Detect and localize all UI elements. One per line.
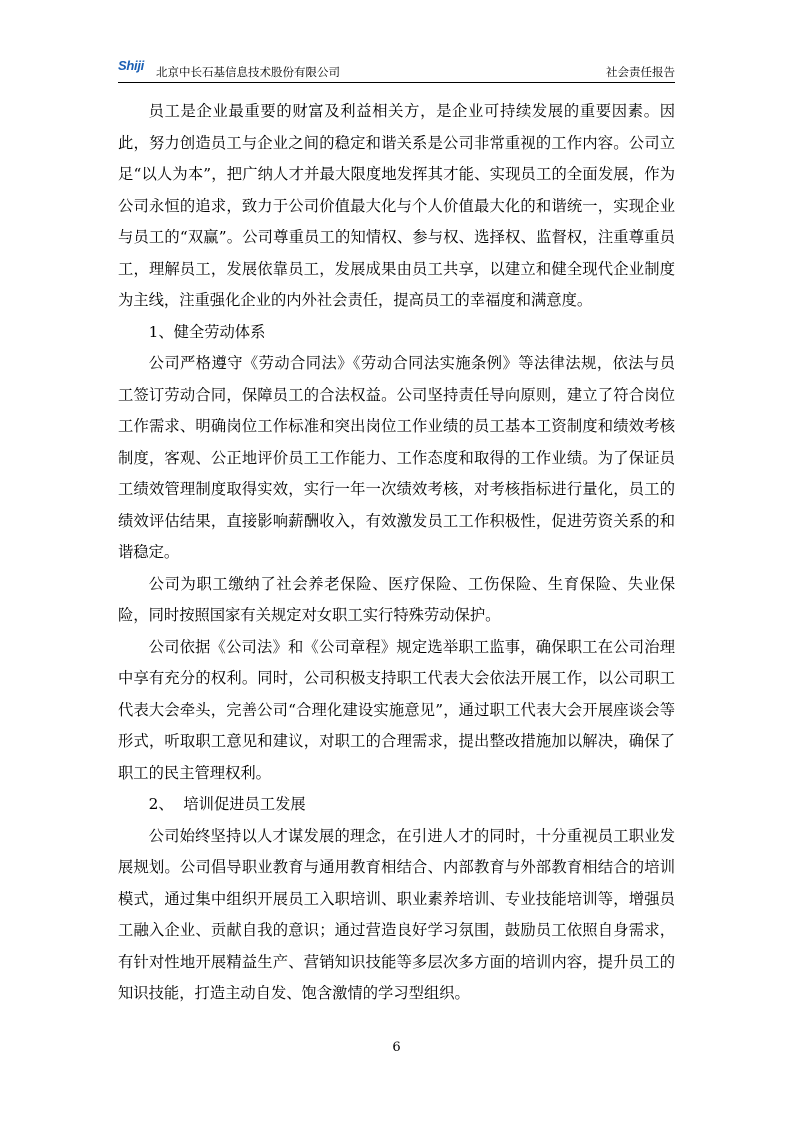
- section-2-paragraph-1: 公司始终坚持以人才谋发展的理念，在引进人才的同时，十分重视员工职业发展规划。公司倡导职业教育与通用教育相结合、内部教育与外部教育相结合的培训模式，通过集中组织开展员工入职培训、职业素养培训、专业技能培训等，增强员工融入企业、贡献自我的意识；通过营造良好学习氛围，鼓励员工依照自身需求，有针对性地开展精益生产、营销知识技能等多层次多方面的培训内容，提升员工的知识技能，打造主动自发、饱含激情的学习型组织。: [118, 826, 675, 1002]
- report-title: 社会责任报告: [606, 65, 675, 79]
- page-header: [118, 56, 675, 83]
- section-1-heading: 1、健全劳动体系: [148, 322, 266, 341]
- page-number: 6: [392, 1040, 401, 1055]
- section-1-paragraph-2: 公司为职工缴纳了社会养老保险、医疗保险、工伤保险、生育保险、失业保险，同时按照国家有关规定对女职工实行特殊劳动保护。: [118, 574, 675, 624]
- shiji-logo: Shiji: [118, 58, 144, 73]
- company-name: 北京中长石基信息技术股份有限公司: [156, 65, 340, 79]
- section-1-paragraph-3: 公司依据《公司法》和《公司章程》规定选举职工监事，确保职工在公司治理中享有充分的权利。同时，公司积极支持职工代表大会依法开展工作，以公司职工代表大会牵头，完善公司“合理化建设实施意见”，通过职工代表大会开展座谈会等形式，听取职工意见和建议，对职工的合理需求，提出整改措施加以解决，确保了职工的民主管理权利。: [118, 637, 675, 782]
- section-2-heading: 2、 培训促进员工发展: [148, 795, 306, 813]
- intro-paragraph: 员工是企业最重要的财富及利益相关方，是企业可持续发展的重要因素。因此，努力创造员工与企业之间的稳定和谐关系是公司非常重视的工作内容。公司立足“以人为本”，把广纳人才并最大限度地发挥其才能、实现员工的全面发展，作为公司永恒的追求，致力于公司价值最大化与个人价值最大化的和谐统一，实现企业与员工的“双赢”。公司尊重员工的知情权、参与权、选择权、监督权，注重尊重员工，理解员工，发展依靠员工，发展成果由员工共享，以建立和健全现代企业制度为主线，注重强化企业的内外社会责任，提高员工的幸福度和满意度。: [118, 102, 675, 309]
- section-1-paragraph-1: 公司严格遵守《劳动合同法》《劳动合同法实施条例》等法律法规，依法与员工签订劳动合同，保障员工的合法权益。公司坚持责任导向原则，建立了符合岗位工作需求、明确岗位工作标准和突出岗位工作业绩的员工基本工资制度和绩效考核制度，客观、公正地评价员工工作能力、工作态度和取得的工作业绩。为了保证员工绩效管理制度取得实效，实行一年一次绩效考核，对考核指标进行量化，员工的绩效评估结果，直接影响薪酬收入，有效激发员工工作积极性，促进劳资关系的和谐稳定。: [118, 354, 675, 561]
- main-content: [118, 96, 675, 1010]
